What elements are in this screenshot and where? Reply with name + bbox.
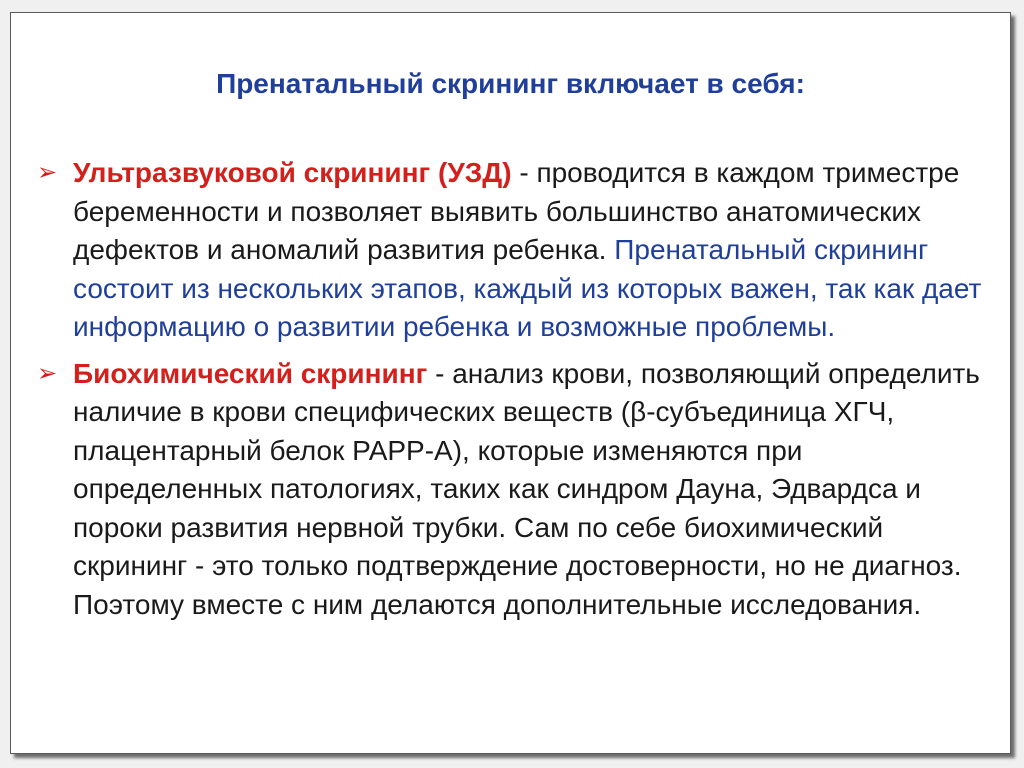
arrow-bullet-icon: ➢ bbox=[37, 359, 58, 387]
bullet-list bbox=[37, 154, 987, 632]
bullet-term: Ультразвуковой скрининг (УЗД) bbox=[73, 157, 512, 188]
bullet-text: - анализ крови, позволяющий определить наличие в крови специфических веществ (β-субъединица ХГЧ, плацентарный белок PAPP-A), которые изменяются при определенных патологиях, таких как синдром Дауна, Эдвардса и пороки развития нервной трубки. Сам по себе биохимический скрининг - это только подтверждение достоверности, но не диагноз. Поэтому вместе с ним делаются дополнительные исследования. bbox=[73, 357, 980, 620]
bullet-term: Биохимический скрининг bbox=[73, 357, 428, 389]
bullet-text: - проводится в каждом триместре беременности и позволяет выявить большинство анатомических дефектов и аномалий развития ребенка. bbox=[73, 157, 960, 265]
bullet-ultrasound bbox=[37, 154, 987, 347]
arrow-bullet-icon: ➢ bbox=[37, 159, 58, 186]
slide-title: Пренатальный скрининг включает в себя: bbox=[216, 68, 805, 99]
bullet-biochemical bbox=[37, 355, 987, 625]
bullet-note: Пренатальный скрининг состоит из нескольких этапов, каждый из которых важен, так как дает информацию о развитии ребенка и возможные проблемы. bbox=[73, 234, 982, 342]
slide bbox=[10, 12, 1011, 754]
